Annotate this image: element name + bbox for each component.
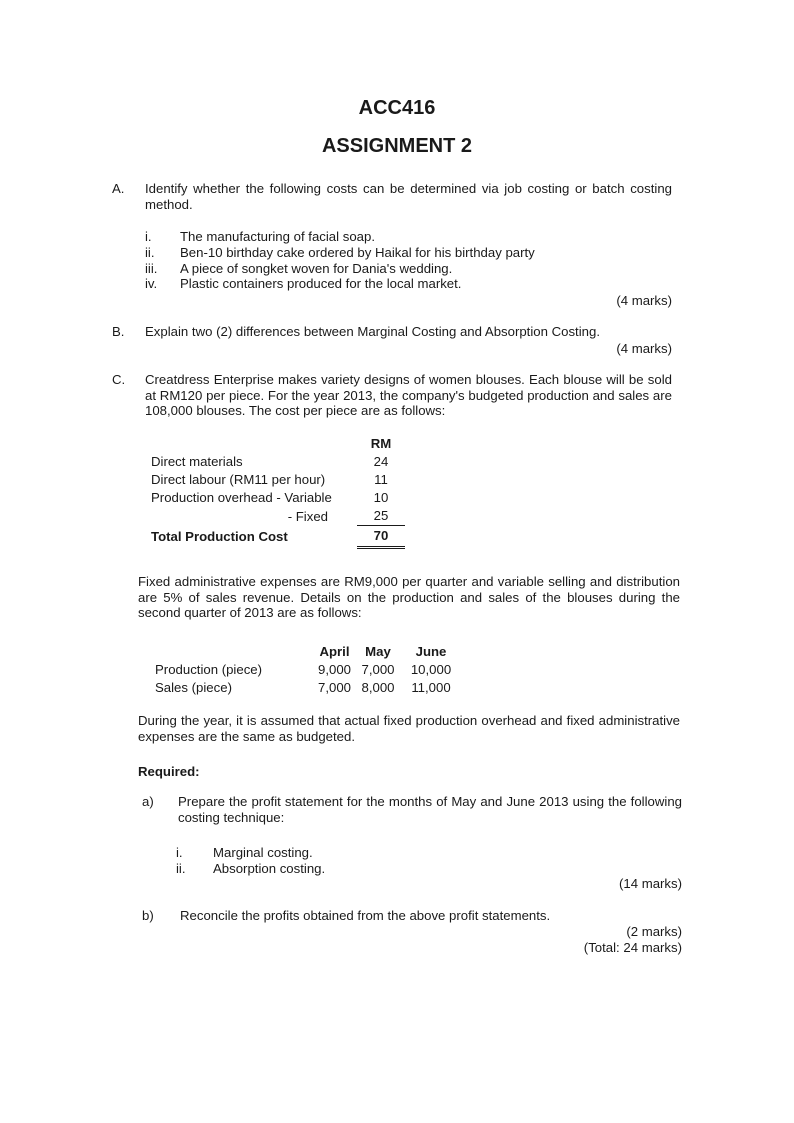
part-a-label: a) bbox=[142, 794, 154, 809]
table-row bbox=[151, 453, 405, 471]
cost-value: 25 bbox=[357, 507, 405, 526]
total-label: Total Production Cost bbox=[151, 528, 288, 544]
required-heading: Required: bbox=[138, 764, 200, 779]
list-item-number: i. bbox=[176, 845, 183, 860]
cost-label: Production overhead - Variable bbox=[151, 490, 332, 506]
total-value: 70 bbox=[357, 526, 405, 548]
section-a-question: Identify whether the following costs can be determined via job costing or batch costing method. bbox=[145, 181, 672, 212]
part-a-question: Prepare the profit statement for the months of May and June 2013 using the following costing technique: bbox=[178, 794, 682, 825]
table-row bbox=[155, 661, 464, 679]
assignment-title: ASSIGNMENT 2 bbox=[321, 135, 473, 157]
part-b-question: Reconcile the profits obtained from the above profit statements. bbox=[180, 908, 551, 923]
cost-table-header: RM bbox=[370, 436, 392, 452]
cost-value: 11 bbox=[374, 472, 388, 488]
section-c-label: C. bbox=[112, 372, 126, 387]
section-c-question: Creatdress Enterprise makes variety designs of women blouses. Each blouse will be sold at RM120 per piece. For the year 2013, the company's budgeted production and sales are 108,000 blouses. The cost per piece are as follows: bbox=[145, 372, 672, 418]
cost-label: - Fixed bbox=[287, 508, 328, 524]
list-item: Absorption costing. bbox=[213, 861, 326, 876]
list-item: The manufacturing of facial soap. bbox=[180, 229, 375, 244]
table-cell: 9,000 bbox=[317, 662, 351, 678]
column-header: May bbox=[365, 644, 391, 660]
part-b-marks: (2 marks) bbox=[626, 924, 682, 939]
list-item-number: iii. bbox=[145, 261, 158, 276]
table-row bbox=[151, 471, 405, 489]
list-item: Ben-10 birthday cake ordered by Haikal for his birthday party bbox=[180, 245, 535, 260]
cost-value: 10 bbox=[373, 490, 389, 506]
part-b-label: b) bbox=[142, 908, 154, 923]
cost-value: 24 bbox=[373, 454, 389, 470]
section-c-paragraph-2: Fixed administrative expenses are RM9,000 per quarter and variable selling and distribution are 5% of sales revenue. Details on the production and sales of the blouses during the second quarter of 2013 are as follows: bbox=[138, 574, 680, 620]
table-row bbox=[151, 489, 405, 507]
cost-label: Direct labour (RM11 per hour) bbox=[151, 472, 326, 488]
cost-label: Direct materials bbox=[151, 454, 243, 470]
list-item: A piece of songket woven for Dania's wedding. bbox=[180, 261, 453, 276]
table-cell: 7,000 bbox=[317, 680, 351, 696]
table-cell: 11,000 bbox=[411, 680, 451, 696]
row-label: Sales (piece) bbox=[155, 680, 232, 696]
course-code: ACC416 bbox=[358, 97, 436, 119]
table-row bbox=[155, 679, 464, 697]
list-item-number: i. bbox=[145, 229, 152, 244]
table-row bbox=[151, 507, 405, 526]
part-a-marks: (14 marks) bbox=[618, 876, 682, 891]
section-c-paragraph-3: During the year, it is assumed that actual fixed production overhead and fixed administrative expenses are the same as budgeted. bbox=[138, 713, 680, 744]
list-item-number: iv. bbox=[145, 276, 158, 291]
section-b-label: B. bbox=[112, 324, 125, 339]
section-a-label: A. bbox=[112, 181, 125, 196]
section-b-marks: (4 marks) bbox=[616, 341, 672, 356]
table-cell: 7,000 bbox=[361, 662, 395, 678]
quarter-table bbox=[155, 643, 464, 697]
list-item-number: ii. bbox=[176, 861, 186, 876]
table-cell: 8,000 bbox=[361, 680, 395, 696]
list-item: Marginal costing. bbox=[213, 845, 313, 860]
section-a-marks: (4 marks) bbox=[616, 293, 672, 308]
list-item-number: ii. bbox=[145, 245, 155, 260]
cost-table bbox=[151, 435, 405, 549]
section-b-question: Explain two (2) differences between Marginal Costing and Absorption Costing. bbox=[145, 324, 600, 339]
row-label: Production (piece) bbox=[155, 662, 263, 678]
column-header: June bbox=[415, 644, 447, 660]
table-row bbox=[151, 526, 405, 548]
total-marks: (Total: 24 marks) bbox=[583, 940, 682, 955]
list-item: Plastic containers produced for the local market. bbox=[180, 276, 462, 291]
table-cell: 10,000 bbox=[410, 662, 452, 678]
column-header: April bbox=[319, 644, 350, 660]
